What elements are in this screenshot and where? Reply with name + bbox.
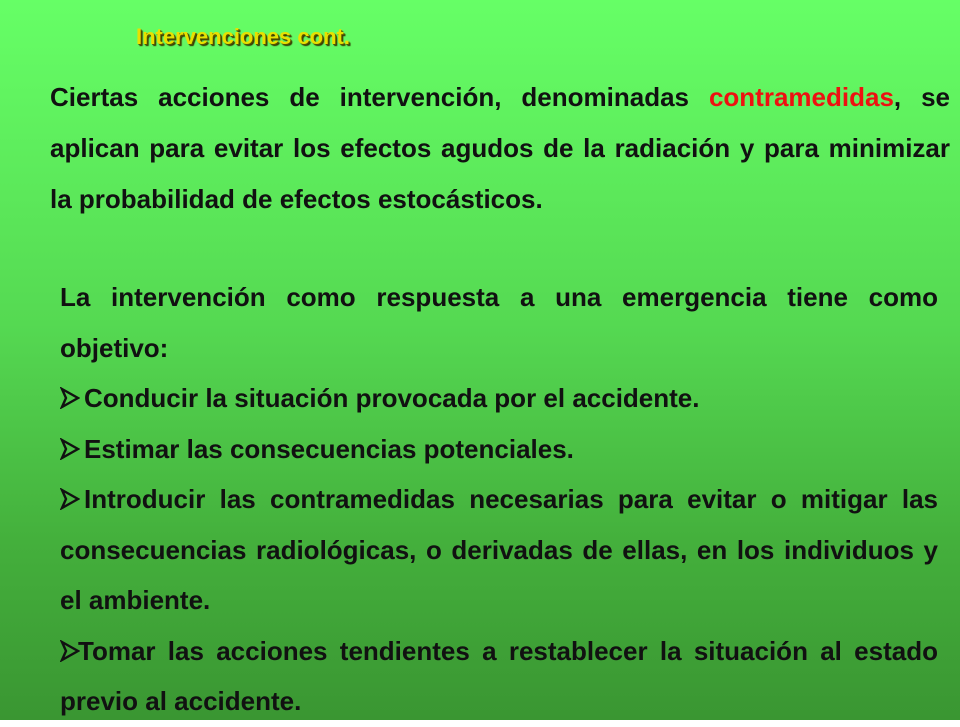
arrow-bullet-icon (60, 488, 80, 510)
arrow-bullet-icon (60, 640, 80, 662)
highlight-term: contramedidas (708, 82, 894, 112)
bullet-item (60, 474, 938, 626)
bullet-text: Introducir las contramedidas necesarias para evitar o mitigar las consecuencias radiológicas, o derivadas de ellas, en los individuos y el ambiente. (60, 484, 938, 615)
bullet-item (60, 626, 938, 727)
intro-text-after: , se aplican para evitar los efectos agudos de la radiación y para minimizar la probabilidad de efectos estocásticos. (50, 82, 950, 214)
bullet-text: Estimar las consecuencias potenciales. (84, 433, 574, 464)
intro-paragraph (50, 72, 950, 225)
objectives-lead: La intervención como respuesta a una emergencia tiene como objetivo: (60, 282, 938, 363)
arrow-bullet-icon (60, 438, 80, 460)
objectives-section (60, 272, 938, 727)
slide-title: Intervenciones cont. (136, 24, 350, 49)
bullet-text: Tomar las acciones tendientes a restablecer la situación al estado previo al accidente. (60, 635, 938, 716)
arrow-bullet-icon (60, 387, 80, 409)
intro-text-before: Ciertas acciones de intervención, denominadas (50, 82, 709, 112)
bullet-item (60, 373, 938, 424)
bullet-item (60, 424, 938, 475)
bullet-text: Conducir la situación provocada por el accidente. (84, 383, 700, 413)
